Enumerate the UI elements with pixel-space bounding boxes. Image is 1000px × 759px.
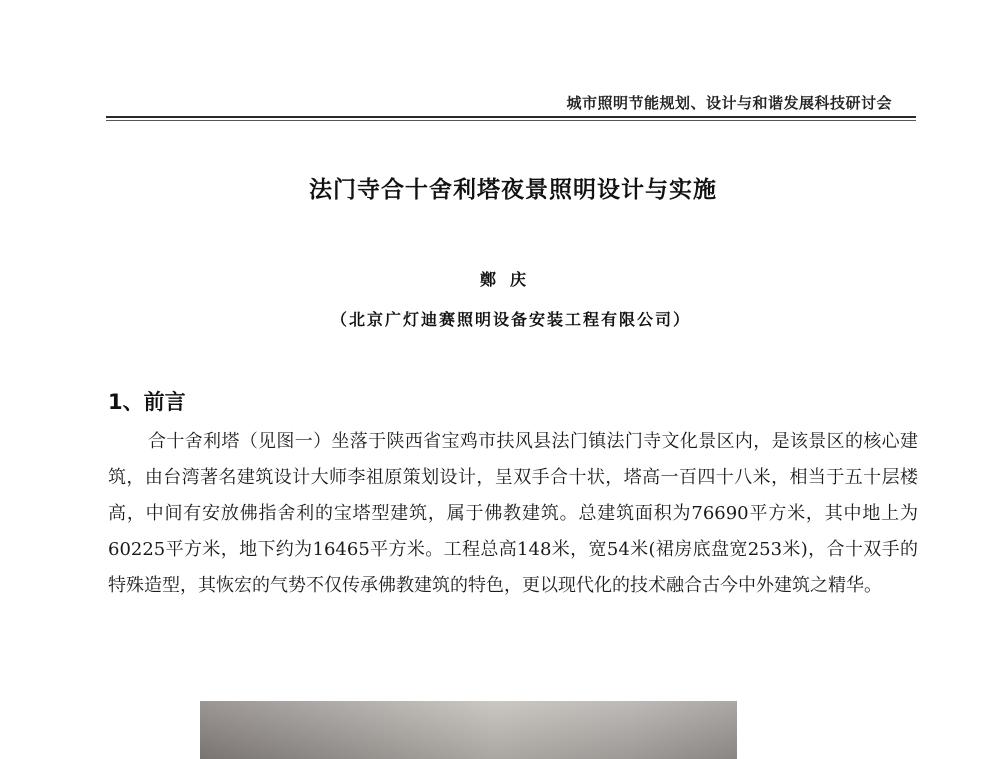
paper-title: 法门寺合十舍利塔夜景照明设计与实施 [309, 177, 717, 203]
introduction-paragraph: 合十舍利塔（见图一）坐落于陕西省宝鸡市扶风县法门镇法门寺文化景区内，是该景区的核心建筑，由台湾著名建筑设计大师李祖原策划设计，呈双手合十状，塔高一百四十八米，相当于五十层楼高，中间有安放佛指舍利的宝塔型建筑，属于佛教建筑。总建筑面积为76690平方米，其中地上为60225平方米，地下约为16465平方米。工程总高148米，宽54米(裙房底盘宽253米)，合十双手的特殊造型，其恢宏的气势不仅传承佛教建筑的特色，更以现代化的技术融合古今中外建筑之精华。 [108, 431, 918, 596]
header-rule-thin [106, 120, 916, 121]
header-rule [106, 116, 916, 118]
conference-header: 城市照明节能规划、设计与和谐发展科技研讨会 [566, 94, 892, 112]
section-heading-introduction: 1、前言 [108, 390, 186, 414]
author-affiliation: （北京广灯迪赛照明设备安装工程有限公司） [330, 310, 691, 329]
author-name: 鄭庆 [479, 270, 540, 289]
figure-1-photo [200, 701, 737, 759]
